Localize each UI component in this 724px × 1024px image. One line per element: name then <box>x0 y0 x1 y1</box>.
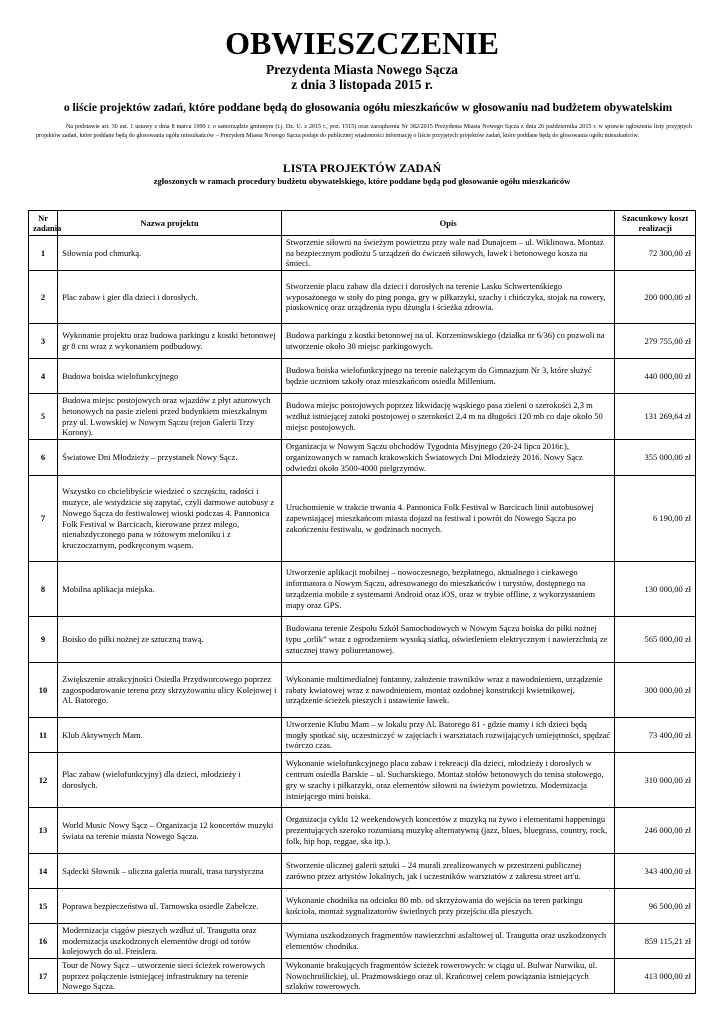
table-row <box>29 753 696 808</box>
cell-nr: 15 <box>29 889 58 924</box>
table-row <box>29 617 696 663</box>
cell-nr: 13 <box>29 808 58 854</box>
cell-name: Budowa miejsc postojowych oraz wjazdów z płyt ażurowych betonowych na pasie zieleni przed budynkiem mieszkalnym przy ul. Lwowskiej w Nowym Sączu (rejon Galerii Trzy Korony). <box>58 394 282 440</box>
legal-basis-paragraph: Na podstawie art. 30 ust. 1 ustawy z dnia 8 marca 1990 r. o samorządzie gminnym (t.j. Dz. U. z 2015 r., poz. 1515) oraz zarządzenia Nr 382/2015 Prezydenta Miasta Nowego Sącza z dnia 26 października 2015 r. w sprawie ogłoszenia listy przyjętych projektów zadań, które poddane będą do głosowania ogółu mieszkańców – Prezydent Miasta Nowego Sącza podaje do publicznej wiadomości informację o liście przyjętych projektów zadań, które poddane będą do głosowania ogółu mieszkańców. <box>36 124 692 139</box>
cell-nr: 17 <box>29 959 58 994</box>
cell-name: Światowe Dni Młodzieży – przystanek Nowy Sącz. <box>58 440 282 476</box>
cell-cost: 440 000,00 zł <box>615 359 696 394</box>
cell-desc: Stworzenie ulicznej galerii sztuki – 24 murali zrealizowanych w przestrzeni publicznej zarówno przez artystów lokalnych, jak i uczestników warsztatów z zakresu street art'u. <box>281 854 615 889</box>
cell-nr: 6 <box>29 440 58 476</box>
table-row <box>29 924 696 959</box>
cell-nr: 16 <box>29 924 58 959</box>
cell-name: Plac zabaw i gier dla dzieci i dorosłych. <box>58 271 282 324</box>
table-row <box>29 476 696 562</box>
cell-cost: 279 755,00 zł <box>615 324 696 359</box>
cell-name: Sądecki Słownik – uliczna galeria murali, trasa turystyczna <box>58 854 282 889</box>
cell-desc: Budowa boiska wielofunkcyjnego na terenie należącym do Gimnazjum Nr 3, które służyć będzie uczniom szkoły oraz mieszkańcom osiedla Millenium. <box>281 359 615 394</box>
cell-desc: Organizacja cyklu 12 weekendowych koncertów z muzyką na żywo i elementami happeningu prezentujących szeroko rozumianą muzykę alternatywną (jazz, blues, bluegrass, country, rock, folk, hip hop, reggae, ska itp.). <box>281 808 615 854</box>
cell-nr: 14 <box>29 854 58 889</box>
cell-desc: Stworzenie placu zabaw dla dzieci i dorosłych na terenie Lasku Schwertenśkiego wyposażonego w stoły do ping ponga, gry w piłkarzyki, szachy i chińczyka, stojak na rowery, piaskownicę oraz urządzenia typu dżungla i ścieżka zdrowia. <box>281 271 615 324</box>
column-header-name: Nazwa projektu <box>58 211 282 236</box>
table-row <box>29 663 696 718</box>
cell-desc: Wymiana uszkodzonych fragmentów nawierzchni asfaltowej ul. Traugutta oraz uszkodzonych elementów chodnika. <box>281 924 615 959</box>
cell-desc: Budowa miejsc postojowych poprzez likwidację wąskiego pasa zieleni o szerokości 2,3 m wzdłuż istniejącej zatoki postojowej o szerokości 2,4 m na długości 120 mb co daje około 50 miejsc postojowych. <box>281 394 615 440</box>
cell-desc: Utworzenie Klubu Mam – w lokalu przy Al. Batorego 81 - gdzie mamy i ich dzieci będą mogły spotkać się, uczestniczyć w zajęciach i warsztatach rozwijających umiejętności, spędzać twórczo czas. <box>281 718 615 753</box>
cell-desc: Utworzenie aplikacji mobilnej – nowoczesnego, bezpłatnego, aktualnego i ciekawego informatora o Nowym Sączu, adresowanego do mieszkańców i turystów, dostępnego na urządzenia mobile z systemami Android oraz iOS, oraz w trybie offline, z wykorzystaniem mapy oraz GPS. <box>281 562 615 617</box>
cell-cost: 200 000,00 zł <box>615 271 696 324</box>
table-row <box>29 271 696 324</box>
cell-name: Wszystko co chcielibyście wiedzieć o szczęściu, radości i muzyce, ale wstydzicie się zapytać, czyli darmowe autobusy z Nowego Sącza do festiwalowej wioski podczas 4. Pannonica Folk Festival w Barcicach, kierowane przez miłego, nienabzdyczonego pana w różowym meloniku i z kruczoczarnym, podkręconym wąsem. <box>58 476 282 562</box>
cell-nr: 3 <box>29 324 58 359</box>
cell-desc: Wykonanie wielofunkcyjnego placu zabaw i rekreacji dla dzieci, młodzieży i dorosłych w centrum osiedla Barskie – ul. Sucharskiego. Montaż stołów betonowych do tenisa stołowego, gry w szachy i piłkarzyki, oraz elementów siłowni na świeżym powietrzu. Modernizacja istniejącego mini boiska. <box>281 753 615 808</box>
cell-desc: Wykonanie multimedialnej fontanny, założenie trawników wraz z nawodnieniem, urządzenie rabaty kwiatowej wraz z nawodnieniem, montaż ozdobnej konstrukcji kwietnikowej, urządzenie ścieżek pieszych i ustawienie ławek. <box>281 663 615 718</box>
table-row <box>29 324 696 359</box>
cell-nr: 2 <box>29 271 58 324</box>
list-subtitle: zgłoszonych w ramach procedury budżetu obywatelskiego, które poddane będą pod głosowanie ogółu mieszkańców <box>153 176 571 186</box>
cell-name: Klub Aktywnych Mam. <box>58 718 282 753</box>
cell-nr: 1 <box>29 236 58 271</box>
cell-cost: 355 000,00 zł <box>615 440 696 476</box>
cell-name: Modernizacja ciągów pieszych wzdłuż ul. Traugutta oraz modernizacja uszkodzonych elementów drogi od torów kolejowych do ul. Freislera. <box>58 924 282 959</box>
table-row <box>29 808 696 854</box>
cell-desc: Organizacja w Nowym Sączu obchodów Tygodnia Misyjnego (20-24 lipca 2016r.), organizowanych w ramach krakowskich Światowych Dni Młodzieży 2016. Nowy Sącz odwiedzi około 3500-4000 pielgrzymów. <box>281 440 615 476</box>
table-row <box>29 359 696 394</box>
cell-nr: 4 <box>29 359 58 394</box>
cell-cost: 300 000,00 zł <box>615 663 696 718</box>
cell-cost: 131 269,64 zł <box>615 394 696 440</box>
cell-cost: 6 190,00 zł <box>615 476 696 562</box>
date-line: z dnia 3 listopada 2015 r. <box>291 77 433 92</box>
column-header-desc: Opis <box>281 211 615 236</box>
cell-name: Tour de Nowy Sącz – utworzenie sieci ścieżek rowerowych poprzez połączenie istniejącej infrastruktury na terenie Nowego Sącza. <box>58 959 282 994</box>
column-header-cost: Szacunkowy koszt realizacji <box>615 211 696 236</box>
table-row <box>29 440 696 476</box>
subject-line: o liście projektów zadań, które poddane będą do głosowania ogółu mieszkańców w głosowaniu nad budżetem obywatelskim <box>63 101 673 114</box>
cell-cost: 96 500,00 zł <box>615 889 696 924</box>
list-title: LISTA PROJEKTÓW ZADAŃ <box>282 161 442 175</box>
table-row <box>29 236 696 271</box>
cell-desc: Stworzenie siłowni na świeżym powietrzu przy wale nad Dunajcem – ul. Wiklinowa. Montaż na bezpiecznym podłożu 5 urządzeń do ćwiczeń siłowych, ławek i betonowego kosza na śmieci. <box>281 236 615 271</box>
column-header-nr: Nr zadania <box>29 211 58 236</box>
cell-nr: 12 <box>29 753 58 808</box>
cell-cost: 130 000,00 zł <box>615 562 696 617</box>
cell-name: Mobilna aplikacja miejska. <box>58 562 282 617</box>
table-row <box>29 718 696 753</box>
cell-name: Budowa boiska wielofunkcyjnego <box>58 359 282 394</box>
issuer-line: Prezydenta Miasta Nowego Sącza <box>265 62 458 77</box>
cell-name: Zwiększenie atrakcyjności Osiedla Przydworcowego poprzez zagospodarowanie terenu przy skrzyżowaniu ulicy Kolejowej i Al. Batorego. <box>58 663 282 718</box>
cell-cost: 73 400,00 zł <box>615 718 696 753</box>
cell-name: World Music Nowy Sącz – Organizacja 12 koncertów muzyki świata na terenie miasta Nowego Sącza. <box>58 808 282 854</box>
cell-cost: 72 300,00 zł <box>615 236 696 271</box>
table-header-row <box>29 211 696 236</box>
cell-nr: 9 <box>29 617 58 663</box>
cell-name: Poprawa bezpieczeństwa ul. Tarnowska osiedle Zabełcze. <box>58 889 282 924</box>
cell-nr: 7 <box>29 476 58 562</box>
cell-cost: 246 000,00 zł <box>615 808 696 854</box>
cell-desc: Wykonanie brakujących fragmentów ścieżek rowerowych: w ciągu ul. Bulwar Narwiku, ul. Nowochruślickiej, ul. Prażmowskiego oraz ul. Krańcowej celem powiązania istniejących szlaków rowerowych. <box>281 959 615 994</box>
projects-table <box>28 210 696 994</box>
table-row <box>29 889 696 924</box>
table-row <box>29 394 696 440</box>
table-row <box>29 959 696 994</box>
cell-name: Boisko do piłki nożnej ze sztuczną trawą. <box>58 617 282 663</box>
cell-name: Plac zabaw (wielofunkcyjny) dla dzieci, młodzieży i dorosłych. <box>58 753 282 808</box>
cell-name: Siłownia pod chmurką. <box>58 236 282 271</box>
cell-desc: Wykonanie chodnika na odcinku 80 mb. od skrzyżowania do wejścia na teren parkingu kościoła, montaż sygnalizatorów świetlnych przy przejściu dla pieszych. <box>281 889 615 924</box>
document-title: OBWIESZCZENIE <box>225 25 499 61</box>
cell-desc: Budowana terenie Zespołu Szkół Samochodowych w Nowym Sączu boiska do piłki nożnej typu „orlik” wraz z ogrodzeniem wysoką siatką, oświetleniem elektrycznym i nawierzchnią ze sztucznej trawy poliuretanowej. <box>281 617 615 663</box>
cell-cost: 343 400,00 zł <box>615 854 696 889</box>
cell-desc: Uruchomienie w trakcie trwania 4. Pannonica Folk Festival w Barcicach linii autobusowej zapewniającej mieszkańcom miasta dojazd na festiwal i powrót do Nowego Sącza po zakończeniu festiwalu, w godzinach nocnych. <box>281 476 615 562</box>
cell-cost: 413 000,00 zł <box>615 959 696 994</box>
cell-nr: 10 <box>29 663 58 718</box>
cell-cost: 310 000,00 zł <box>615 753 696 808</box>
cell-nr: 8 <box>29 562 58 617</box>
cell-nr: 5 <box>29 394 58 440</box>
cell-name: Wykonanie projektu oraz budowa parkingu z kostki betonowej gr 8 cm wraz z wykonaniem podbudowy. <box>58 324 282 359</box>
table-row <box>29 854 696 889</box>
cell-desc: Budowa parkingu z kostki betonowej na ul. Korzeniowskiego (działka nr 6/36) co pozwoli na utworzenie około 30 miejsc parkingowych. <box>281 324 615 359</box>
cell-nr: 11 <box>29 718 58 753</box>
cell-cost: 859 115,21 zł <box>615 924 696 959</box>
table-row <box>29 562 696 617</box>
cell-cost: 565 000,00 zł <box>615 617 696 663</box>
